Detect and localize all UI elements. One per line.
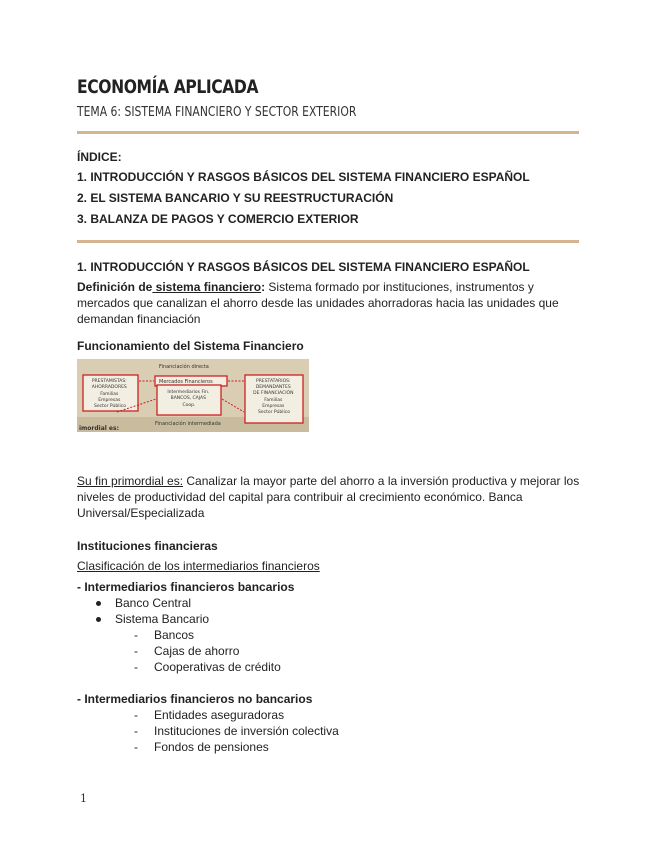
document-subtitle: TEMA 6: SISTEMA FINANCIERO Y SECTOR EXTERIOR [77,104,357,120]
funcionamiento-heading: Funcionamiento del Sistema Financiero [77,339,304,353]
diagram-center-top-label: Mercados Financieros [159,379,213,385]
section1-heading: 1. INTRODUCCIÓN Y RASGOS BÁSICOS DEL SISTEMA FINANCIERO ESPAÑOL [77,260,530,274]
bullet-dot [96,601,101,606]
index-item-3[interactable]: 3. BALANZA DE PAGOS Y COMERCIO EXTERIOR [77,212,359,226]
instituciones-heading: Instituciones financieras [77,539,218,553]
definition-colon: : [261,280,266,294]
diagram-bottom-label: Financiación intermediada [155,421,221,427]
sub-list-item: - Fondos de pensiones [134,740,269,754]
definition-label: Definición de [77,280,153,294]
bullet-item: Banco Central [96,595,191,611]
diagram-top-label: Financiación directa [159,364,209,370]
index-item-2[interactable]: 2. EL SISTEMA BANCARIO Y SU REESTRUCTURACIÓN [77,191,394,205]
document-title: ECONOMÍA APLICADA [77,76,259,98]
index-item-1[interactable]: 1. INTRODUCCIÓN Y RASGOS BÁSICOS DEL SISTEMA FINANCIERO ESPAÑOL [77,170,530,184]
financial-system-diagram [77,359,309,432]
definition-term: sistema financiero [152,280,262,294]
diagram-center-bottom-text: Intermediarios Fin. BANCOS, CAJAS Coop. [167,390,210,408]
definition-paragraph [77,279,582,327]
fin-text: Canalizar la mayor parte del ahorro a la inversión productiva y mejorar los niveles de productividad del capital para contribuir al crecimiento económico. Banca Universal/Especializada [77,474,580,520]
sub-list-item: - Instituciones de inversión colectiva [134,724,339,738]
diagram-corner-label: imordial es: [79,425,119,432]
fin-paragraph [77,473,582,521]
sub-list-item: - Cajas de ahorro [134,644,240,658]
diagram-left-box-text: PRESTAMISTAS: AHORRADORES Familias Empresas Sector Público [91,379,127,409]
divider-bottom [77,240,579,243]
page-number: 1 [80,792,87,805]
clasificacion-subheading: Clasificación de los intermediarios financieros [77,559,320,573]
sub-list-item: - Bancos [134,628,195,642]
definition-text: Sistema formado por instituciones, instrumentos y mercados que canalizan el ahorro desde las unidades ahorradoras hacia las unidades que demandan financiación [77,280,559,326]
no-bancarios-heading: - Intermediarios financieros no bancarios [77,692,313,706]
diagram-right-box-text: PRESTATARIOS: DEMANDANTES DE FINANCIACIÓN Familias Empresas Sector Público [253,379,294,415]
index-label: ÍNDICE: [77,150,122,164]
bullet-item: Sistema Bancario [96,611,209,627]
bancarios-heading: - Intermediarios financieros bancarios [77,580,295,594]
sub-list-item: - Entidades aseguradoras [134,708,285,722]
bullet-dot [96,617,101,622]
sub-list-item: - Cooperativas de crédito [134,660,281,674]
fin-label: Su fin primordial es: [77,474,184,488]
divider-top [77,131,579,134]
